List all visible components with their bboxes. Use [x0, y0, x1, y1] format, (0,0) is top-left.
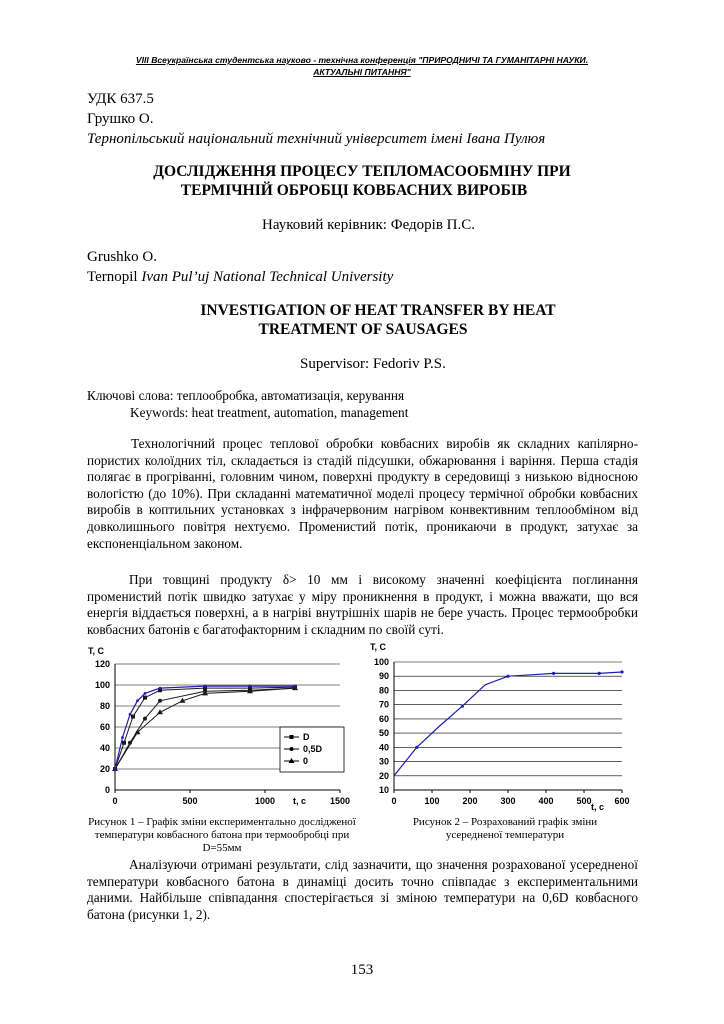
figure-1-chart [85, 640, 355, 815]
keywords-ua: Ключові слова: теплообробка, автоматизація, керування [87, 388, 405, 403]
fig2-point [461, 704, 464, 707]
conference-header [90, 54, 634, 78]
affiliation-en [87, 268, 393, 287]
page-number: 153 [350, 962, 374, 978]
author-en: Grushko O. [87, 249, 157, 265]
fig1-legend-label-0: 0 [303, 756, 309, 766]
fig1-x-tick-label: 1500 [329, 796, 351, 806]
fig1-point [121, 736, 124, 739]
fig2-series-line [394, 672, 622, 776]
fig1-y-tick-label: 120 [94, 659, 110, 669]
affiliation-en-university: Ivan Pul’uj National Technical University [141, 269, 394, 285]
fig1-point [129, 713, 132, 716]
fig2-x-tick-label: 0 [391, 796, 397, 806]
fig1-y-tick-label: 80 [99, 701, 110, 711]
fig2-x-tick-label: 200 [462, 796, 478, 806]
fig1-y-ticks [95, 659, 110, 795]
fig1-point [114, 768, 117, 771]
fig2-x-tick-label: 600 [614, 796, 630, 806]
fig2-point [415, 746, 418, 749]
fig1-point [143, 696, 147, 700]
fig1-y-tick-label: 20 [99, 764, 110, 774]
title-en-line-1: INVESTIGATION OF HEAT TRANSFER BY HEAT [200, 302, 556, 319]
fig1-y-tick-label: 40 [99, 743, 110, 753]
fig1-y-tick-label: 100 [94, 680, 110, 690]
fig1-x-tick-label: 500 [182, 796, 198, 806]
fig2-xlabel: t, c [591, 802, 605, 812]
fig1-x-tick-label: 0 [112, 796, 118, 806]
conference-line-1: VIII Всеукраїнська студентська науково - технічна конференція "ПРИРОДНИЧІ ТА ГУМАНІТАРНІ НАУКИ. [135, 55, 589, 65]
fig1-ylabel: T, C [88, 646, 105, 656]
keywords-en: Keywords: heat treatment, automation, management [130, 405, 409, 420]
fig1-y-tick-label: 0 [104, 785, 110, 795]
paragraph-2: При товщині продукту δ> 10 мм і високому значенні коефіцієнта поглинання променистий потік швидко затухає у міру проникнення в продукт, і можна вважати, що вся енергія віддається поверхні, а в нагріві внутрішніх шарів не бере участь. Процес термообробки ковбасних батонів є багатофакторним і складним по своїй суті. [87, 572, 638, 637]
fig2-y-tick-label: 50 [378, 728, 389, 739]
fig1-legend-label-d: D [303, 732, 310, 742]
author-ua: Грушко О. [87, 111, 154, 127]
fig1-legend [280, 727, 344, 772]
fig2-y-tick-label: 90 [378, 671, 389, 682]
affiliation-en-city: Ternopil [87, 269, 142, 285]
title-ua-line-2: ТЕРМІЧНІЙ ОБРОБЦІ КОВБАСНИХ ВИРОБІВ [180, 182, 528, 199]
fig1-point [131, 715, 135, 719]
fig1-point [143, 717, 147, 721]
title-en-line-2: TREATMENT OF SAUSAGES [258, 321, 468, 338]
fig1-xlabel: t, c [293, 796, 307, 806]
fig2-ylabel: T, C [370, 642, 387, 652]
fig2-y-tick-label: 60 [378, 713, 389, 724]
fig2-point [552, 672, 555, 675]
figure-2-caption: Рисунок 2 – Розрахований графік зміни усередненої температури [412, 816, 598, 841]
fig1-point [157, 709, 163, 714]
fig2-point [506, 675, 509, 678]
fig2-y-tick-label: 20 [378, 770, 389, 781]
fig2-y-ticks [374, 657, 389, 795]
fig2-x-tick-label: 100 [424, 796, 440, 806]
paragraph-1: Технологічний процес теплової обробки ковбасних виробів як складних капілярно-пористих колоїдних тіл, складається із стадій підсушки, обжарювання і варіння. Перша стадія полягає в прогріванні, головним чином, поверхні продукту в середовищі з низькою відносною вологістю (до 10%). При складанні математичної моделі процесу термічної обробки ковбасних виробів в коптильних установках з інфрачервоним нагрівом конвективним теплообміном від довколишнього повітря нехтуємо. Променистий потік, проникаючи в продукт, затухає за експоненціальном законом. [87, 436, 638, 551]
fig2-y-tick-label: 80 [378, 685, 389, 696]
fig2-y-tick-label: 100 [373, 657, 389, 667]
fig1-series [112, 685, 298, 771]
fig1-legend-label-05d: 0,5D [303, 744, 323, 754]
fig1-y-tick-label: 60 [99, 722, 110, 732]
fig1-legend-marker-d [290, 735, 294, 739]
fig2-y-tick-label: 30 [378, 756, 389, 767]
figure-2-chart [367, 640, 639, 815]
fig2-x-tick-label: 300 [500, 796, 516, 806]
fig2-grid [394, 662, 622, 790]
fig2-y-tick-label: 70 [378, 699, 389, 710]
figure-1-caption: Рисунок 1 – Графік зміни експериментально дослідженої температури ковбасного батона при термообробці при D=55мм [88, 816, 356, 854]
fig1-point [136, 699, 139, 702]
fig1-series-line [115, 686, 295, 769]
fig1-legend-marker-05d [290, 747, 294, 751]
supervisor-ua: Науковий керівник: Федорів П.С. [262, 217, 476, 233]
fig1-point [158, 699, 162, 703]
fig2-y-tick-label: 10 [378, 785, 389, 795]
udk: УДК 637.5 [87, 91, 154, 107]
fig1-x-tick-label: 1000 [254, 796, 276, 806]
fig1-point [249, 685, 252, 688]
fig2-x-tick-label: 500 [576, 796, 592, 806]
title-ua-line-1: ДОСЛІДЖЕННЯ ПРОЦЕСУ ТЕПЛОМАСООБМІНУ ПРИ [153, 163, 571, 180]
fig1-x-ticks [112, 790, 350, 806]
fig2-y-tick-label: 40 [378, 742, 389, 753]
fig2-point [620, 670, 623, 673]
fig2-point [598, 672, 601, 675]
fig1-point [294, 685, 297, 688]
fig1-point [204, 685, 207, 688]
conference-line-2: АКТУАЛЬНІ ПИТАННЯ" [313, 67, 411, 77]
fig2-series [394, 670, 624, 775]
fig1-point [159, 687, 162, 690]
fig2-x-tick-label: 400 [538, 796, 554, 806]
fig1-point [122, 741, 126, 745]
paragraph-3: Аналізуючи отримані результати, слід зазначити, що значення розрахованої усередненої температури ковбасного батона в динаміці досить точно співпадає з експериментальними даними. Найбільше співпадання спостерігається зі зміною температури на 0,6D ковбасного батона (рисунки 1, 2). [87, 857, 638, 922]
affiliation-ua: Тернопільський національний технічний університет імені Івана Пулюя [87, 131, 546, 147]
supervisor-en: Supervisor: Fedoriv P.S. [300, 356, 446, 372]
fig1-series-line [115, 688, 295, 769]
fig1-point [144, 692, 147, 695]
